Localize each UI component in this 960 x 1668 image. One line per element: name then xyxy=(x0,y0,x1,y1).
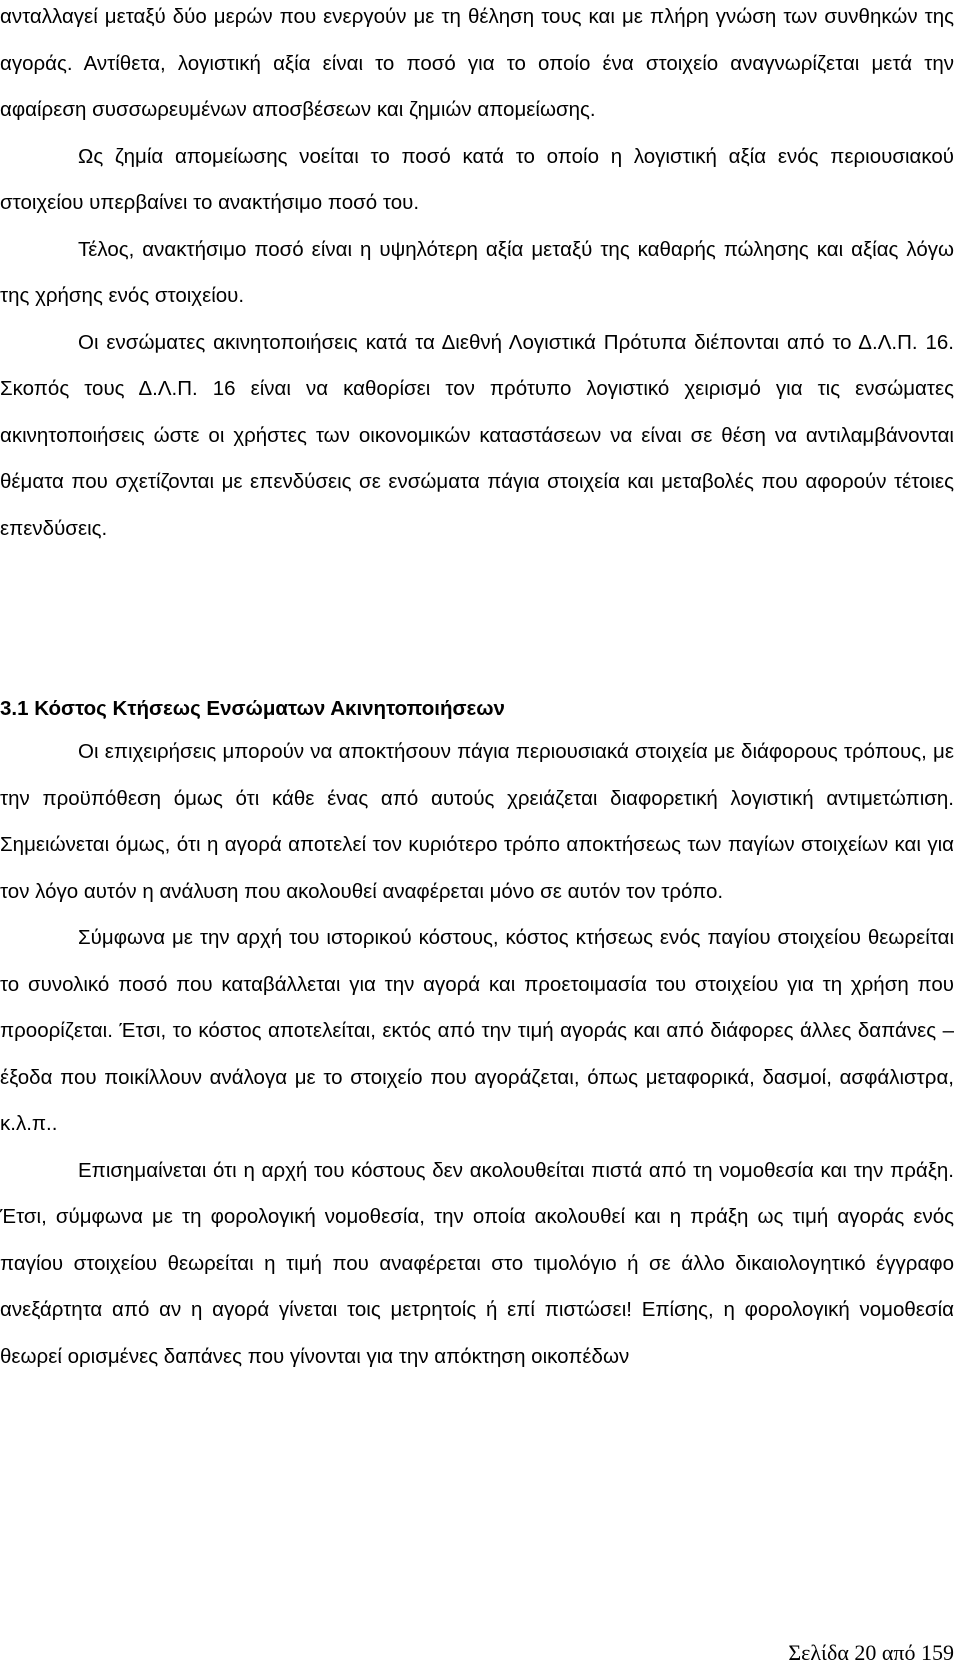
page-number-footer: Σελίδα 20 από 159 xyxy=(788,1640,954,1665)
paragraph-continuation: ανταλλαγεί μεταξύ δύο μερών που ενεργούν με τη θέληση τους και με πλήρη γνώση των συνθηκών της αγοράς. Αντίθετα, λογιστική αξία είναι το ποσό για το οποίο ένα στοιχείο αναγνωρίζεται μετά την αφαίρεση συσσωρευμένων αποσβέσεων και ζημιών απομείωσης. xyxy=(0,5,954,121)
paragraph-historical-cost: Σύμφωνα με την αρχή του ιστορικού κόστους, κόστος κτήσεως ενός παγίου στοιχείου θεωρείται το συνολικό ποσό που καταβάλλεται για την αγορά και προετοιμασία του στοιχείου για τη χρήση που προορίζεται. Έτσι, το κόστος αποτελείται, εκτός από την τιμή αγοράς και από διάφορες άλλες δαπάνες – έξοδα που ποικίλλουν ανάλογα με το στοιχείο που αγοράζεται, όπως μεταφορικά, δασμοί, ασφάλιστρα, κ.λ.π.. xyxy=(0,926,954,1135)
paragraph-acquisition-methods: Οι επιχειρήσεις μπορούν να αποκτήσουν πάγια περιουσιακά στοιχεία με διάφορους τρόπους, με την προϋπόθεση όμως ότι κάθε ένας από αυτούς χρειάζεται διαφορετική λογιστική αντιμετώπιση. Σημειώνεται όμως, ότι η αγορά αποτελεί τον κυριότερο τρόπο αποκτήσεως των παγίων στοιχείων και για τον λόγο αυτόν η ανάλυση που ακολουθεί αναφέρεται μόνο σε αυτόν τον τρόπο. xyxy=(0,740,954,903)
section-heading: 3.1 Κόστος Κτήσεως Ενσώματων Ακινητοποιήσεων xyxy=(0,697,505,720)
body-text-section xyxy=(0,729,954,1380)
body-text-top xyxy=(0,0,954,552)
paragraph-recoverable-amount: Τέλος, ανακτήσιμο ποσό είναι η υψηλότερη αξία μεταξύ της καθαρής πώλησης και αξίας λόγω της χρήσης ενός στοιχείου. xyxy=(0,237,954,307)
paragraph-ias-16: Οι ενσώματες ακινητοποιήσεις κατά τα Διεθνή Λογιστικά Πρότυπα διέπονται από το Δ.Λ.Π. 16. Σκοπός τους Δ.Λ.Π. 16 είναι να καθορίσει τον πρότυπο λογιστικό χειρισμό για τις ενσώματες ακινητοποιήσεις ώστε οι χρήστες των οικονομικών καταστάσεων να είναι σε θέση να αντιλαμβάνονται θέματα που σχετίζονται με επενδύσεις σε ενσώματα πάγια στοιχεία και μεταβολές που αφορούν τέτοιες επενδύσεις. xyxy=(0,330,954,540)
paragraph-cost-principle: Επισημαίνεται ότι η αρχή του κόστους δεν ακολουθείται πιστά από τη νομοθεσία και την πράξη. Έτσι, σύμφωνα με τη φορολογική νομοθεσία, την οποία ακολουθεί και η πράξη ως τιμή αγοράς ενός παγίου στοιχείου θεωρείται η τιμή που αναφέρεται στο τιμολόγιο ή σε άλλο δικαιολογητικό έγγραφο ανεξάρτητα από αν η αγορά γίνεται τοις μετρητοίς ή επί πιστώσει! Επίσης, η φορολογική νομοθεσία θεωρεί ορισμένες δαπάνες που γίνονται για την απόκτηση οικοπέδων xyxy=(0,1158,954,1368)
paragraph-impairment-loss: Ως ζημία απομείωσης νοείται το ποσό κατά το οποίο η λογιστική αξία ενός περιουσιακού στοιχείου υπερβαίνει το ανακτήσιμο ποσό του. xyxy=(0,144,954,214)
